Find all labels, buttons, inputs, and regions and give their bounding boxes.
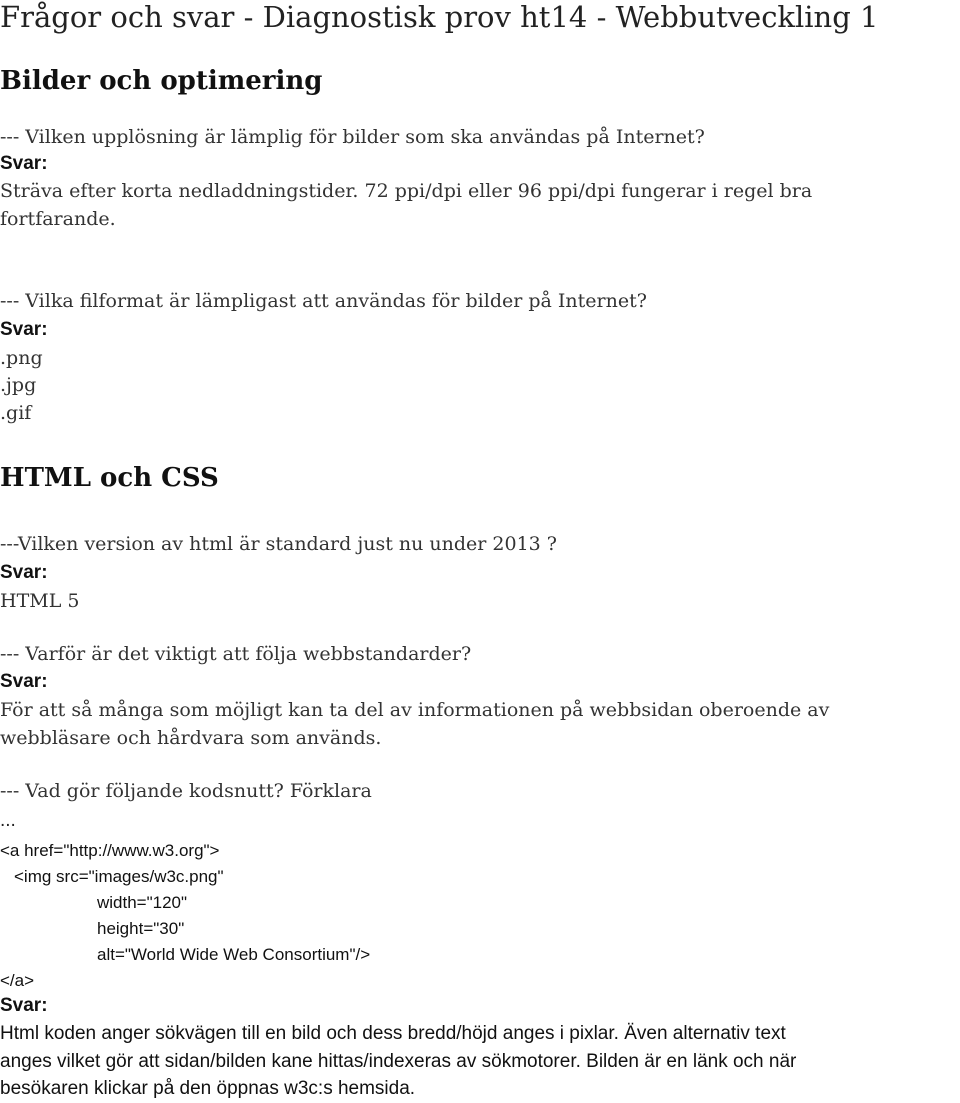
- answer-code-line2: anges vilket gör att sidan/bilden kane hittas/indexeras av sökmotorer. Bilden är en länk och när: [0, 1051, 797, 1072]
- section-heading-images: Bilder och optimering: [0, 66, 323, 96]
- format-item-gif: .gif: [0, 402, 32, 424]
- answer-code-line1: Html koden anger sökvägen till en bild och dess bredd/höjd anges i pixlar. Även alternativ text: [0, 1023, 786, 1044]
- question-web-standards: --- Varför är det viktigt att följa webbstandarder?: [0, 643, 472, 665]
- question-code-snippet: --- Vad gör följande kodsnutt? Förklara: [0, 780, 372, 802]
- answer-label: Svar:: [0, 562, 48, 583]
- code-line-anchor-close: </a>: [0, 971, 35, 990]
- code-line-img: <img src="images/w3c.png": [14, 867, 224, 886]
- format-item-png: .png: [0, 347, 43, 369]
- answer-resolution-line1: Sträva efter korta nedladdningstider. 72 ppi/dpi eller 96 ppi/dpi fungerar i regel bra: [0, 180, 813, 202]
- code-line-height: height="30": [97, 919, 185, 938]
- code-line-width: width="120": [97, 893, 188, 912]
- question-file-formats: --- Vilka filformat är lämpligast att användas för bilder på Internet?: [0, 290, 647, 312]
- answer-resolution-line2: fortfarande.: [0, 208, 116, 230]
- code-line-anchor-open: <a href="http://www.w3.org">: [0, 841, 220, 860]
- answer-label: Svar:: [0, 319, 48, 340]
- format-item-jpg: .jpg: [0, 374, 37, 396]
- answer-label: Svar:: [0, 153, 48, 174]
- answer-code-line3: besökaren klickar på den öppnas w3c:s hemsida.: [0, 1078, 416, 1099]
- ellipsis: ...: [0, 810, 16, 831]
- answer-label: Svar:: [0, 671, 48, 692]
- question-resolution: --- Vilken upplösning är lämplig för bilder som ska användas på Internet?: [0, 126, 705, 148]
- question-html-version: ---Vilken version av html är standard just nu under 2013 ?: [0, 533, 557, 555]
- answer-web-standards-line2: webbläsare och hårdvara som används.: [0, 727, 382, 749]
- document-title: Frågor och svar - Diagnostisk prov ht14 - Webbutveckling 1: [0, 0, 879, 34]
- answer-web-standards-line1: För att så många som möjligt kan ta del av informationen på webbsidan oberoende av: [0, 699, 830, 721]
- code-line-alt: alt="World Wide Web Consortium"/>: [97, 945, 371, 964]
- section-heading-html-css: HTML och CSS: [0, 463, 219, 493]
- answer-html-version: HTML 5: [0, 590, 80, 612]
- answer-label: Svar:: [0, 995, 48, 1016]
